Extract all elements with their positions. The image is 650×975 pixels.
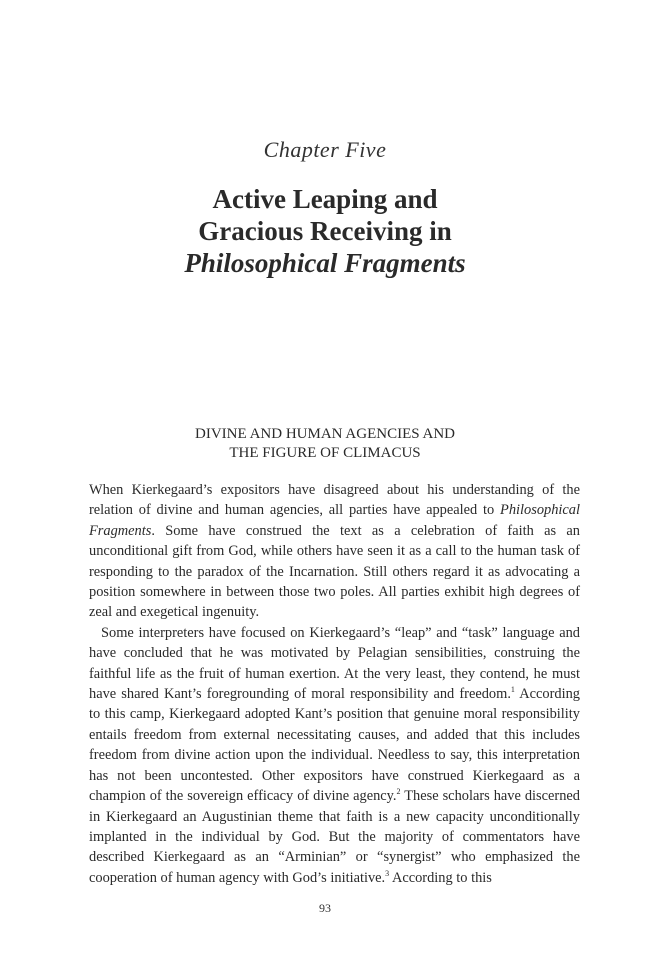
chapter-title (0, 183, 650, 279)
book-title-italic: Philosophical Fragments (89, 502, 580, 539)
paragraph-2-text-c: These scholars have discerned in Kierkegaard an Augustinian theme that faith is a new capacity unconditionally implanted in the individual by God. But the majority of commentators have described Kierkegaard as an “Arminian” or “synergist” who emphasized the cooperation of human agency with God’s initiative. (89, 788, 580, 886)
paragraph-2-text-b: According to this camp, Kierkegaard adopted Kant’s position that genuine moral responsibility entails freedom from external necessitating causes, and added that this includes freedom from divine action upon the individual. Needless to say, this interpretation has not been uncontested. Other expositors have construed Kierkegaard as a champion of the sovereign efficacy of divine agency. (89, 686, 581, 805)
chapter-label: Chapter Five (263, 137, 387, 162)
body-text (89, 480, 580, 888)
page-number: 93 (319, 901, 331, 915)
paragraph-1-text-a: When Kierkegaard’s expositors have disagreed about his understanding of the relation of divine and human agencies, all parties have appealed to (89, 482, 580, 519)
section-heading-line-2: THE FIGURE OF CLIMACUS (229, 445, 421, 461)
paragraph-2-text-a: Some interpreters have focused on Kierkegaard’s “leap” and “task” language and have concluded that he was motivated by Pelagian sensibilities, construing the faithful life as the fruit of human exertion. At the very least, they contend, he must have shared Kant’s foregrounding of moral responsibility and freedom. (89, 624, 580, 703)
footnote-ref-2[interactable]: 2 (396, 787, 401, 797)
section-heading (0, 425, 650, 463)
section-heading-line-1: DIVINE AND HUMAN AGENCIES AND (195, 426, 455, 442)
footnote-ref-1[interactable]: 1 (510, 685, 515, 695)
paragraph-1 (89, 480, 580, 623)
footnote-ref-3[interactable]: 3 (385, 868, 390, 878)
chapter-title-line-2: Gracious Receiving in (198, 216, 452, 246)
paragraph-2-text-d: According to this (389, 869, 492, 886)
chapter-title-line-1: Active Leaping and (212, 184, 438, 214)
paragraph-2 (89, 623, 580, 888)
paragraph-1-text-b: . Some have construed the text as a celebration of faith as an unconditional gift from God, while others have seen it as a call to the human task of responding to the paradox of the Incarnation. Still others regard it as advocating a position somewhere in between those two poles. All parties exhibit high degrees of zeal and exegetical ingenuity. (89, 522, 580, 621)
chapter-title-line-3: Philosophical Fragments (184, 248, 466, 278)
